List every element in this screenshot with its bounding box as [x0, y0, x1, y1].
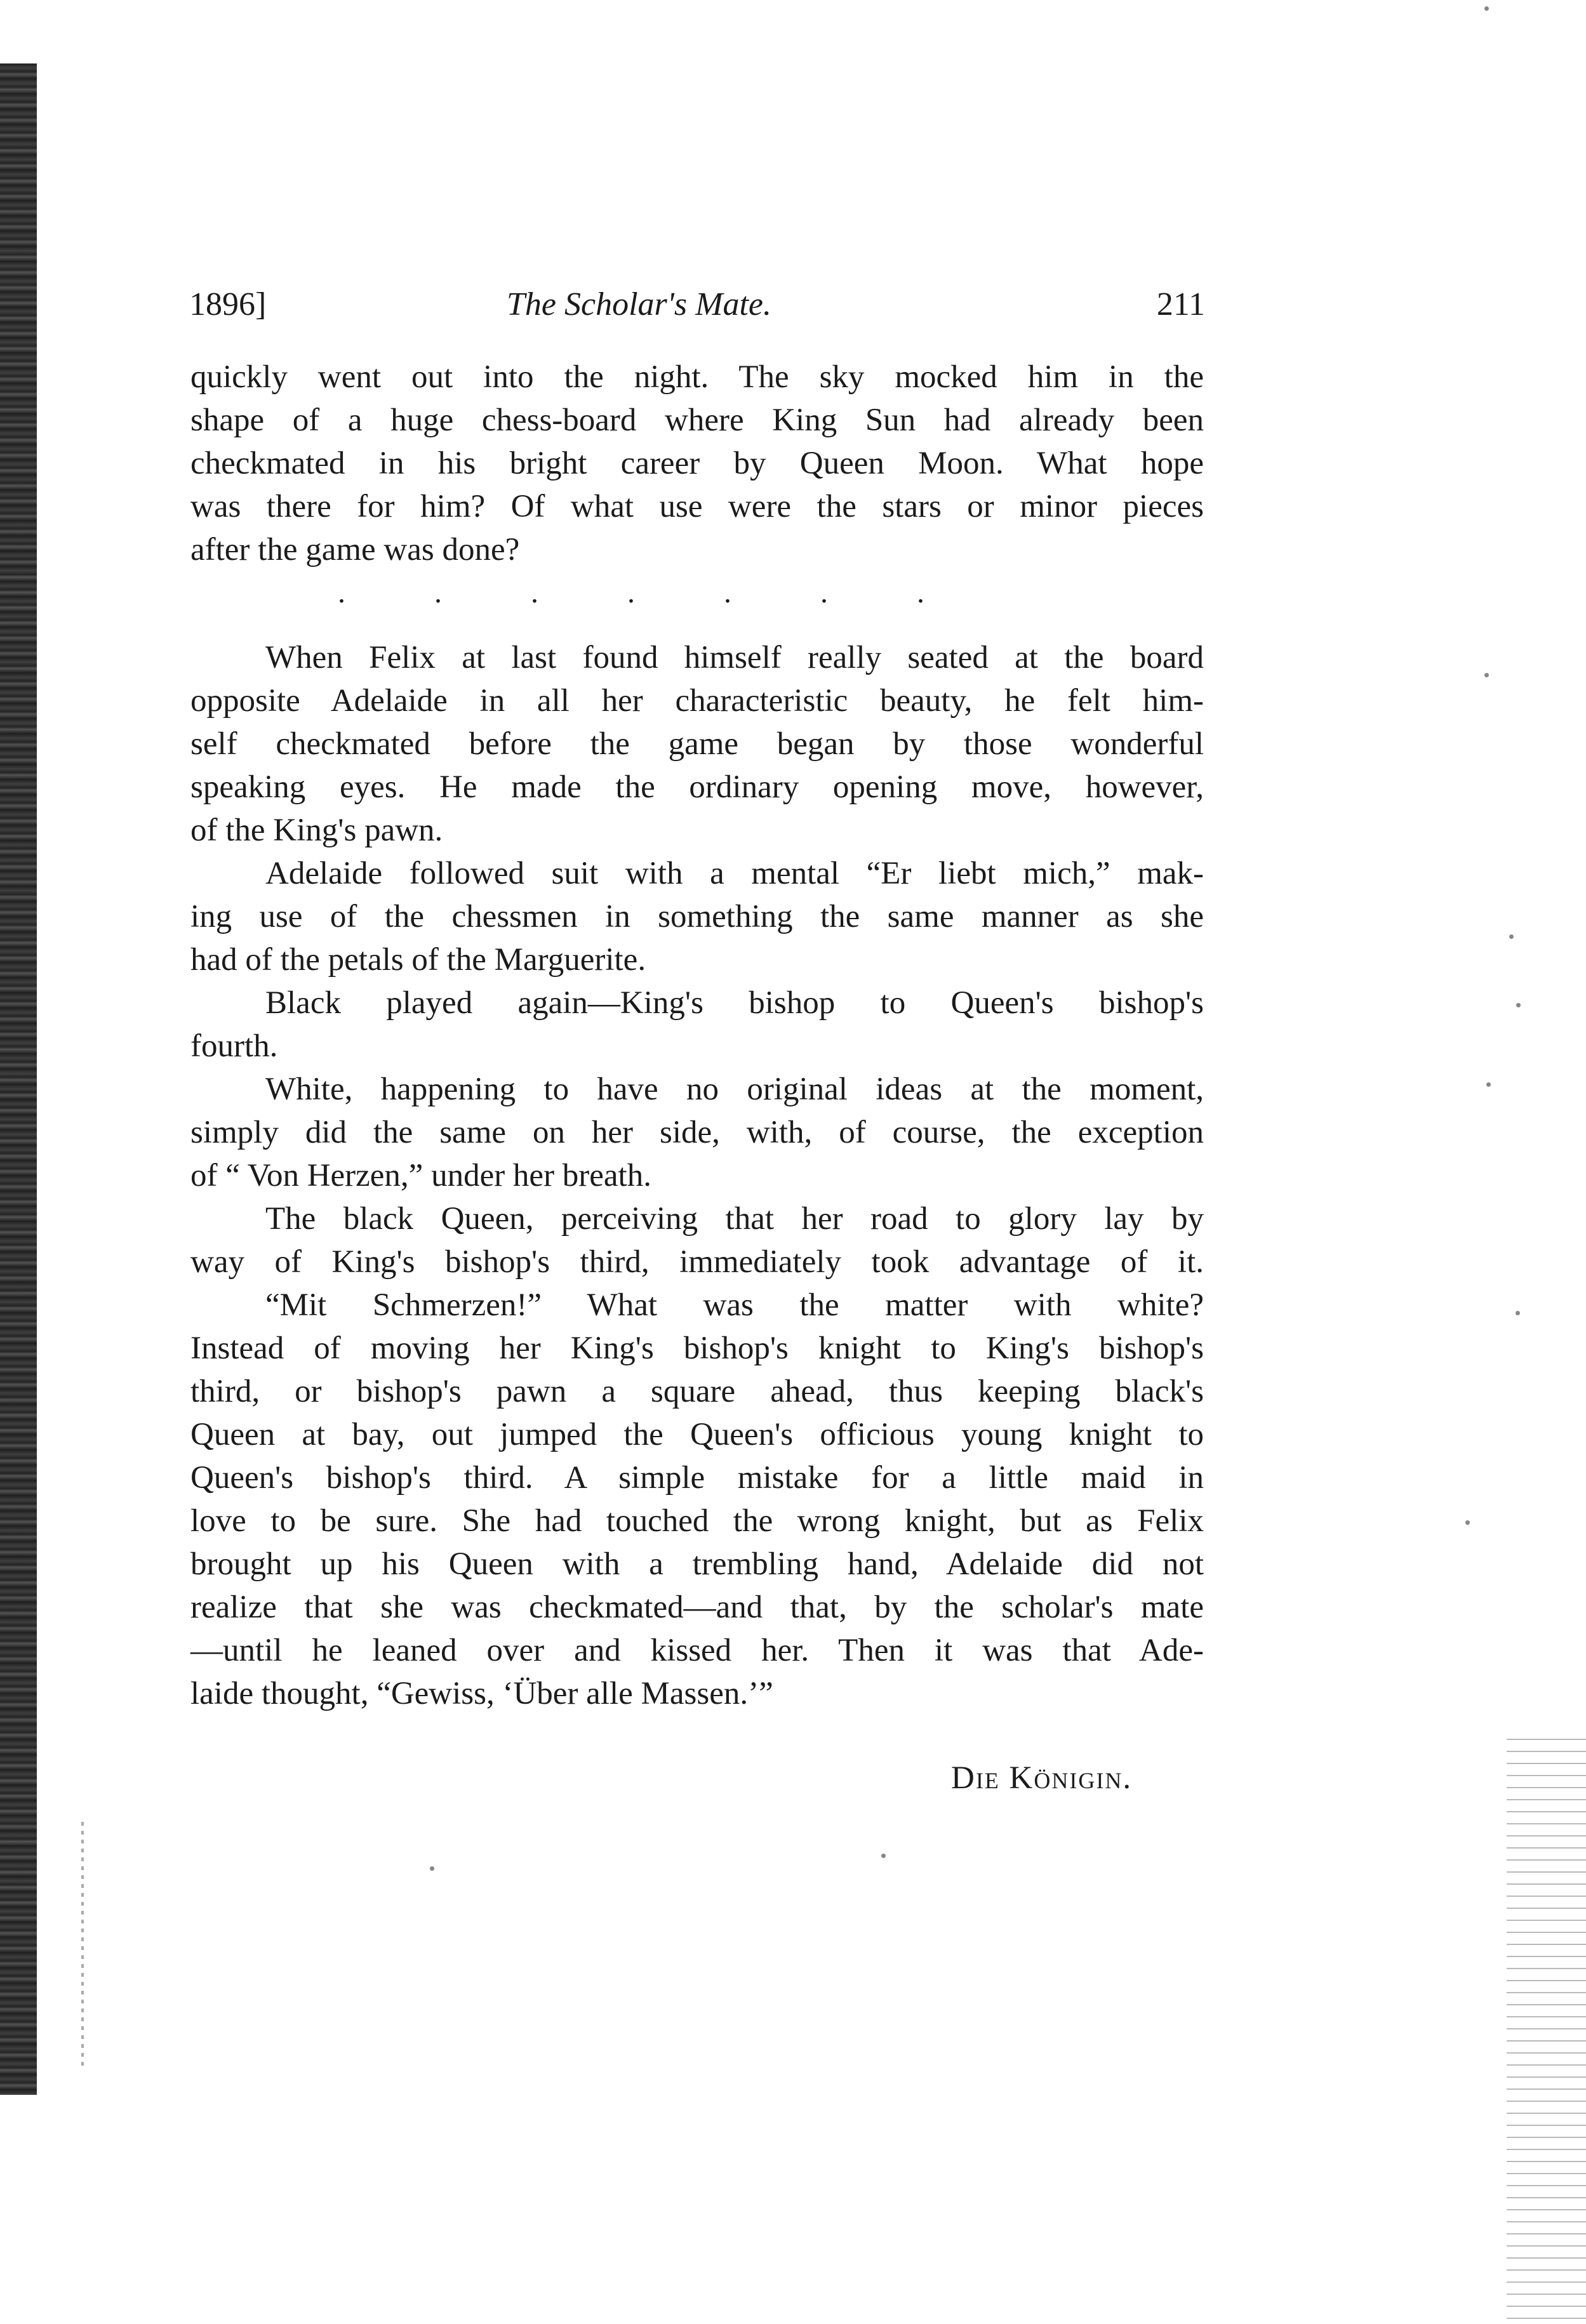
text-line: laide thought, “Gewiss, ‘Über alle Massen.’”	[190, 1676, 773, 1711]
text-line: quickly went out into the night. The sky mocked him in the	[190, 359, 1204, 395]
text-line: after the game was done?	[190, 532, 520, 568]
text-line: Instead of moving her King's bishop's knight to King's bishop's	[190, 1331, 1204, 1366]
text-line: opposite Adelaide in all her characteristic beauty, he felt him-	[190, 683, 1204, 719]
text-line: way of King's bishop's third, immediately took advantage of it.	[190, 1244, 1204, 1280]
text-line: Adelaide followed suit with a mental “Er liebt mich,” mak-	[265, 856, 1204, 891]
text-line: speaking eyes. He made the ordinary opening move, however,	[190, 769, 1204, 805]
page-text	[190, 355, 1204, 1715]
text-line: of “ Von Herzen,” under her breath.	[190, 1158, 651, 1193]
text-line: shape of a huge chess-board where King Sun had already been	[190, 402, 1204, 438]
text-line: When Felix at last found himself really seated at the board	[265, 640, 1204, 675]
text-line: brought up his Queen with a trembling hand, Adelaide did not	[190, 1546, 1204, 1582]
text-line: had of the petals of the Marguerite.	[190, 942, 646, 978]
text-line: White, happening to have no original ideas at the moment,	[265, 1072, 1204, 1107]
text-line: self checkmated before the game began by those wonderful	[190, 726, 1204, 762]
scan-speck	[881, 1854, 886, 1858]
scan-speck	[1509, 934, 1514, 939]
text-line: simply did the same on her side, with, of course, the exception	[190, 1115, 1204, 1150]
text-line: Queen's bishop's third. A simple mistake for a little maid in	[190, 1460, 1204, 1496]
section-break: . . . . . . .	[338, 576, 924, 609]
text-line: —until he leaned over and kissed her. Then it was that Ade-	[190, 1633, 1204, 1668]
section-gap	[190, 614, 1204, 636]
scan-speck	[1465, 1520, 1470, 1525]
text-line: Queen at bay, out jumped the Queen's officious young knight to	[190, 1417, 1204, 1452]
running-head-year: 1896]	[189, 286, 267, 322]
page-number: 211	[1156, 286, 1205, 322]
text-line: ing use of the chessmen in something the same manner as she	[190, 899, 1204, 934]
running-head-title: The Scholar's Mate.	[507, 286, 771, 322]
text-line: third, or bishop's pawn a square ahead, thus keeping black's	[190, 1374, 1204, 1409]
scan-speck	[1484, 673, 1489, 677]
binding-edge	[0, 63, 37, 2095]
scan-speck	[1516, 1311, 1520, 1315]
text-line: realize that she was checkmated—and that, by the scholar's mate	[190, 1590, 1204, 1625]
scan-edge-noise	[1507, 1733, 1586, 2323]
text-line: The black Queen, perceiving that her road to glory lay by	[265, 1201, 1204, 1237]
text-line: checkmated in his bright career by Queen Moon. What hope	[190, 446, 1204, 481]
author-signature: Die Königin.	[951, 1760, 1133, 1796]
scan-speck	[1486, 1082, 1491, 1087]
text-line: was there for him? Of what use were the stars or minor pieces	[190, 489, 1204, 524]
text-line: “Mit Schmerzen!” What was the matter with white?	[265, 1287, 1204, 1323]
text-line: of the King's pawn.	[190, 813, 443, 848]
scan-speck	[430, 1866, 434, 1871]
text-line: love to be sure. She had touched the wrong knight, but as Felix	[190, 1503, 1204, 1539]
text-line: fourth.	[190, 1028, 278, 1064]
scan-speck	[1516, 1003, 1521, 1007]
text-line: Black played again—King's bishop to Queen's bishop's	[265, 985, 1204, 1021]
binding-speck	[81, 1822, 84, 2069]
running-head	[189, 286, 1205, 331]
scan-speck	[1484, 6, 1489, 11]
